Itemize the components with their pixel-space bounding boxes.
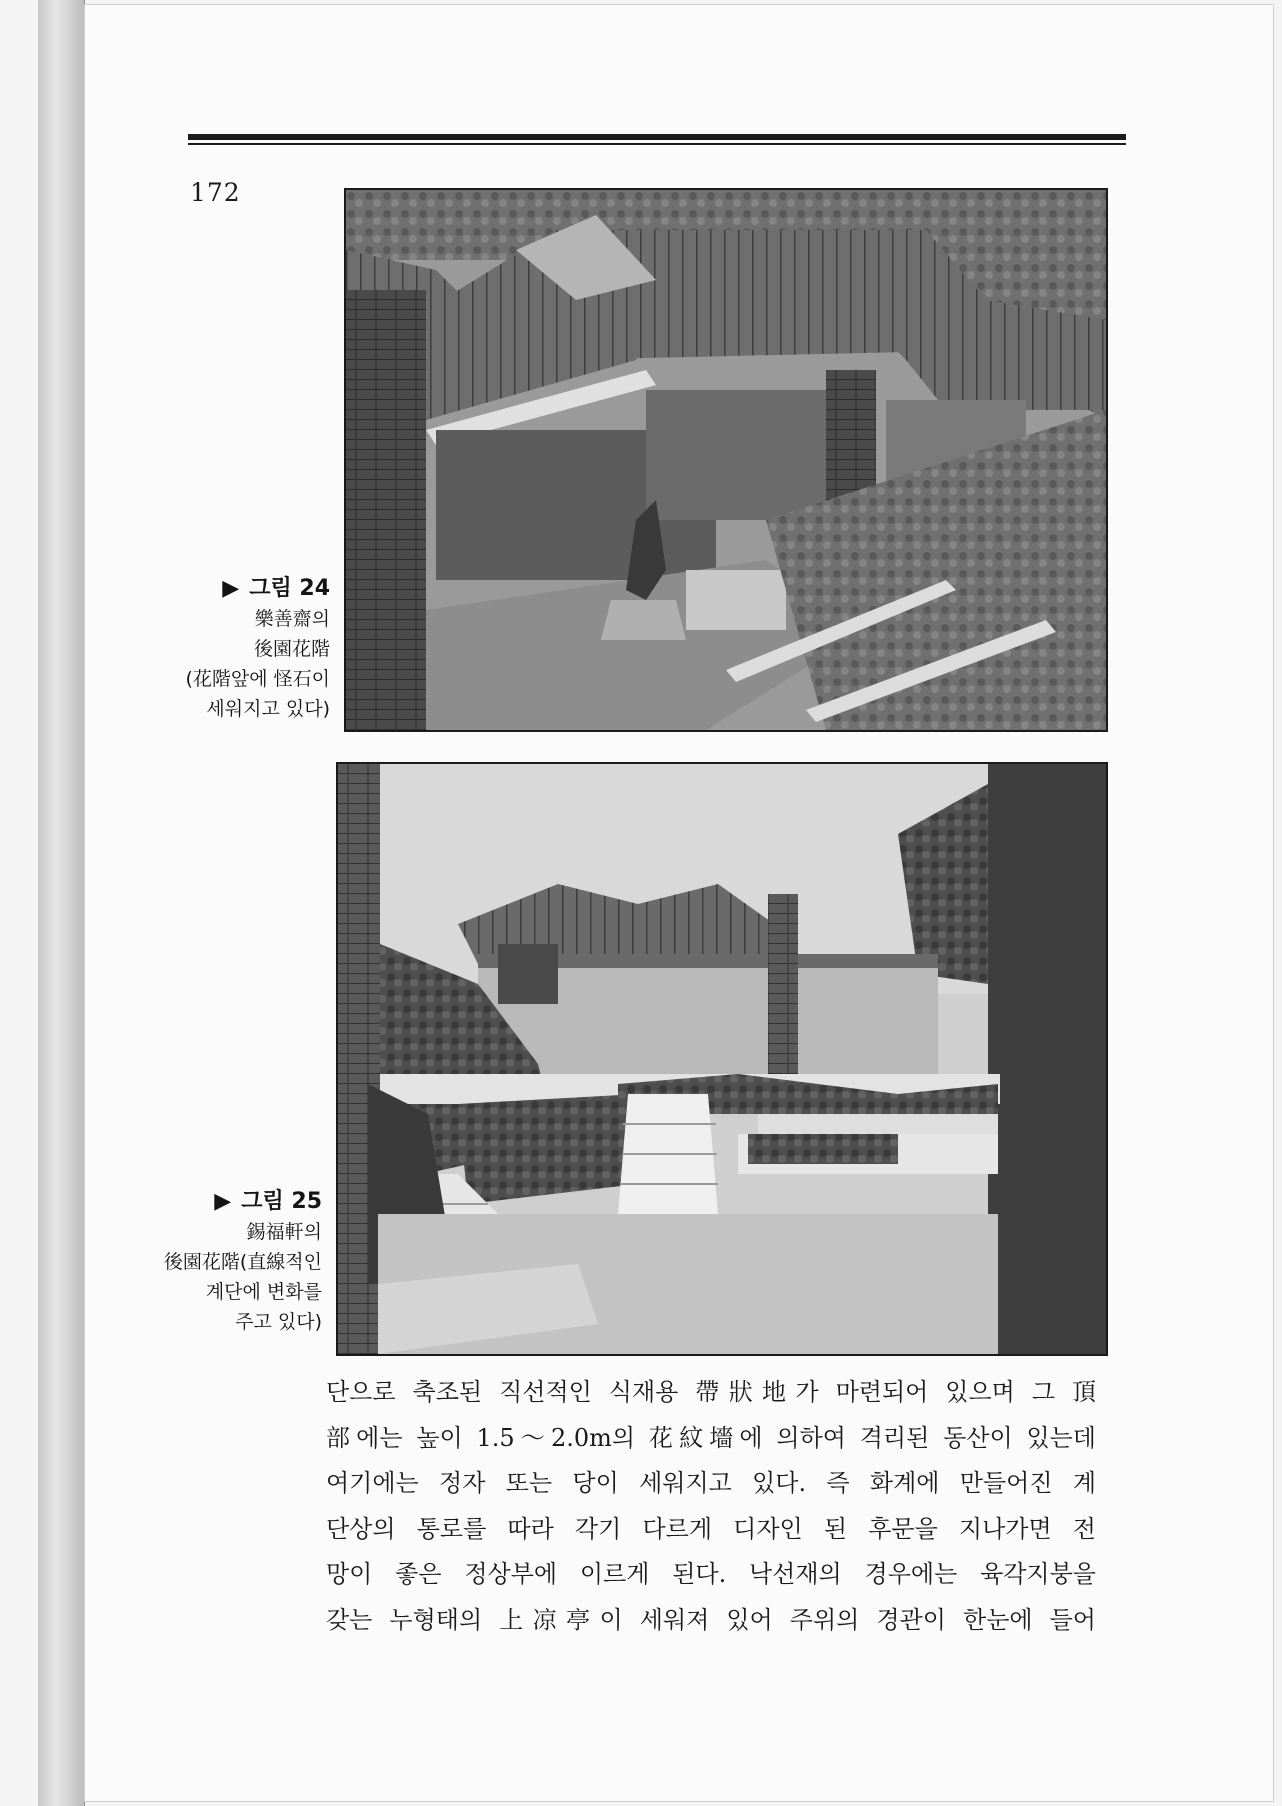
figure-25-caption-line: 계단에 변화를: [205, 1281, 322, 1303]
body-line: 여기에는 정자 또는 당이 세워지고 있다. 즉 화계에 만들어진 계: [326, 1469, 1096, 1497]
body-line: 단으로 축조된 직선적인 식재용 帶狀地가 마련되어 있으며 그 頂: [326, 1378, 1096, 1406]
figure-25-caption-line: 주고 있다): [235, 1311, 322, 1333]
figure-24-photo: [344, 188, 1108, 732]
body-line: 갖는 누형태의 上凉亭이 세워져 있어 주위의 경관이 한눈에 들어: [326, 1605, 1096, 1634]
book-spine: [38, 0, 85, 1806]
triangle-marker-icon: ▶: [222, 576, 240, 601]
figure-24-label: [70, 574, 330, 724]
triangle-marker-icon: ▶: [214, 1189, 232, 1214]
figure-25-caption-line: 錫福軒의: [246, 1221, 322, 1243]
figure-25-number: ▶ 그림 25: [214, 1189, 322, 1214]
body-line: 단상의 통로를 따라 각기 다르게 디자인 된 후문을 지나가면 전: [326, 1514, 1096, 1543]
header-rule-thin: [188, 143, 1126, 145]
body-paragraph: [326, 1370, 1096, 1643]
body-line: 部에는 높이 1.5～2.0m의 花紋墻에 의하여 격리된 동산이 있는데: [326, 1423, 1096, 1452]
header-rule: [188, 134, 1126, 140]
figure-24-caption-line: 세워지고 있다): [206, 698, 330, 720]
figure-25-photo: [336, 762, 1108, 1356]
figure-24-caption-line: (花階앞에 怪石이: [185, 668, 330, 690]
figure-24-number: ▶ 그림 24: [222, 576, 330, 601]
body-line: 망이 좋은 정상부에 이르게 된다. 낙선재의 경우에는 육각지붕을: [326, 1560, 1096, 1588]
page-number: 172: [190, 178, 241, 207]
figure-24-caption-line: 樂善齋의: [254, 608, 330, 630]
figure-25-caption-line: 後園花階(直線적인: [163, 1251, 322, 1273]
figure-25-label: [62, 1187, 322, 1337]
figure-24-caption-line: 後園花階: [253, 638, 330, 660]
